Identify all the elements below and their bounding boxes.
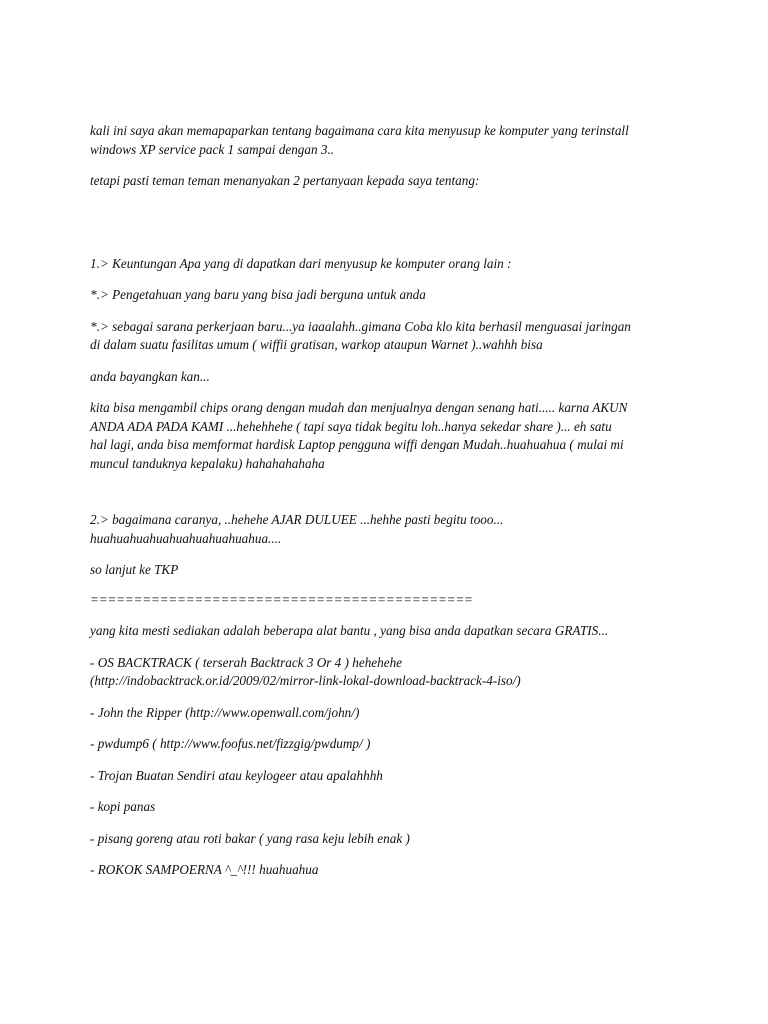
question-two-line: 2.> bagaimana caranya, ..hehehe AJAR DULUEE ...hehhe pasti begitu tooo...: [90, 512, 504, 527]
intro-line: windows XP service pack 1 sampai dengan 3..: [90, 141, 335, 157]
spacer: [90, 204, 690, 255]
intro-line: kali ini saya akan memapaparkan tentang bagaimana cara kita menyusup ke komputer yang terinstall: [90, 123, 629, 138]
question-intro: tetapi pasti teman teman menanyakan 2 pertanyaan kepada saya tentang:: [90, 173, 480, 188]
document-page: [90, 122, 690, 893]
question-two-line: huahuahuahuahuahuahuahuahua....: [90, 530, 282, 546]
chips-line: hal lagi, anda bisa memformat hardisk Laptop pengguna wiffi dengan Mudah..huahuahua ( mulai mi: [90, 437, 624, 452]
tool-link: (http://indobacktrack.or.id/2009/02/mirror-link-lokal-download-backtrack-4-iso/): [90, 673, 521, 688]
benefit-point: *.> Pengetahuan yang baru yang bisa jadi berguna untuk anda: [90, 287, 426, 302]
benefit-line: *.> sebagai sarana perkerjaan baru...ya iaaalahh..gimana Coba klo kita berhasil menguasai jaringan: [90, 318, 631, 334]
tool-item-pisang: - pisang goreng atau roti bakar ( yang rasa keju lebih enak ): [90, 830, 410, 846]
tools-intro: yang kita mesti sediakan adalah beberapa alat bantu , yang bisa anda dapatkan secara GRATIS...: [90, 623, 609, 638]
benefit-line: di dalam suatu fasilitas umum ( wiffii gratisan, warkop ataupun Warnet )..wahhh bisa: [90, 337, 543, 352]
separator-rule: ============================================: [90, 591, 473, 607]
imagine-line: anda bayangkan kan...: [90, 368, 210, 384]
tool-item-kopi: - kopi panas: [90, 799, 156, 814]
tool-line: - OS BACKTRACK ( terserah Backtrack 3 Or 4 ) hehehehe: [90, 654, 403, 670]
intro-paragraph: [90, 122, 690, 159]
chips-line: kita bisa mengambil chips orang dengan mudah dan menjualnya dengan senang hati..... karna AKUN: [90, 400, 628, 415]
tool-item-john: - John the Ripper (http://www.openwall.com/john/): [90, 704, 360, 720]
question-two: [90, 511, 690, 548]
tool-item-rokok: - ROKOK SAMPOERNA ^_^!!! huahuahua: [90, 862, 319, 877]
chips-paragraph: [90, 399, 690, 473]
chips-line: ANDA ADA PADA KAMI ...hehehhehe ( tapi saya tidak begitu loh..hanya sekedar share )... eh satu: [90, 418, 612, 434]
tool-item-backtrack: [90, 654, 690, 691]
benefit-point: [90, 318, 690, 355]
tool-item-trojan: - Trojan Buatan Sendiri atau keylogeer atau apalahhhh: [90, 767, 383, 783]
tool-item-pwdump: - pwdump6 ( http://www.foofus.net/fizzgig/pwdump/ ): [90, 736, 371, 751]
question-one: 1.> Keuntungan Apa yang di dapatkan dari menyusup ke komputer orang lain :: [90, 255, 512, 271]
spacer: [90, 486, 690, 511]
chips-line: muncul tanduknya kepalaku) hahahahahaha: [90, 455, 325, 471]
lanjut-line: so lanjut ke TKP: [90, 562, 179, 577]
